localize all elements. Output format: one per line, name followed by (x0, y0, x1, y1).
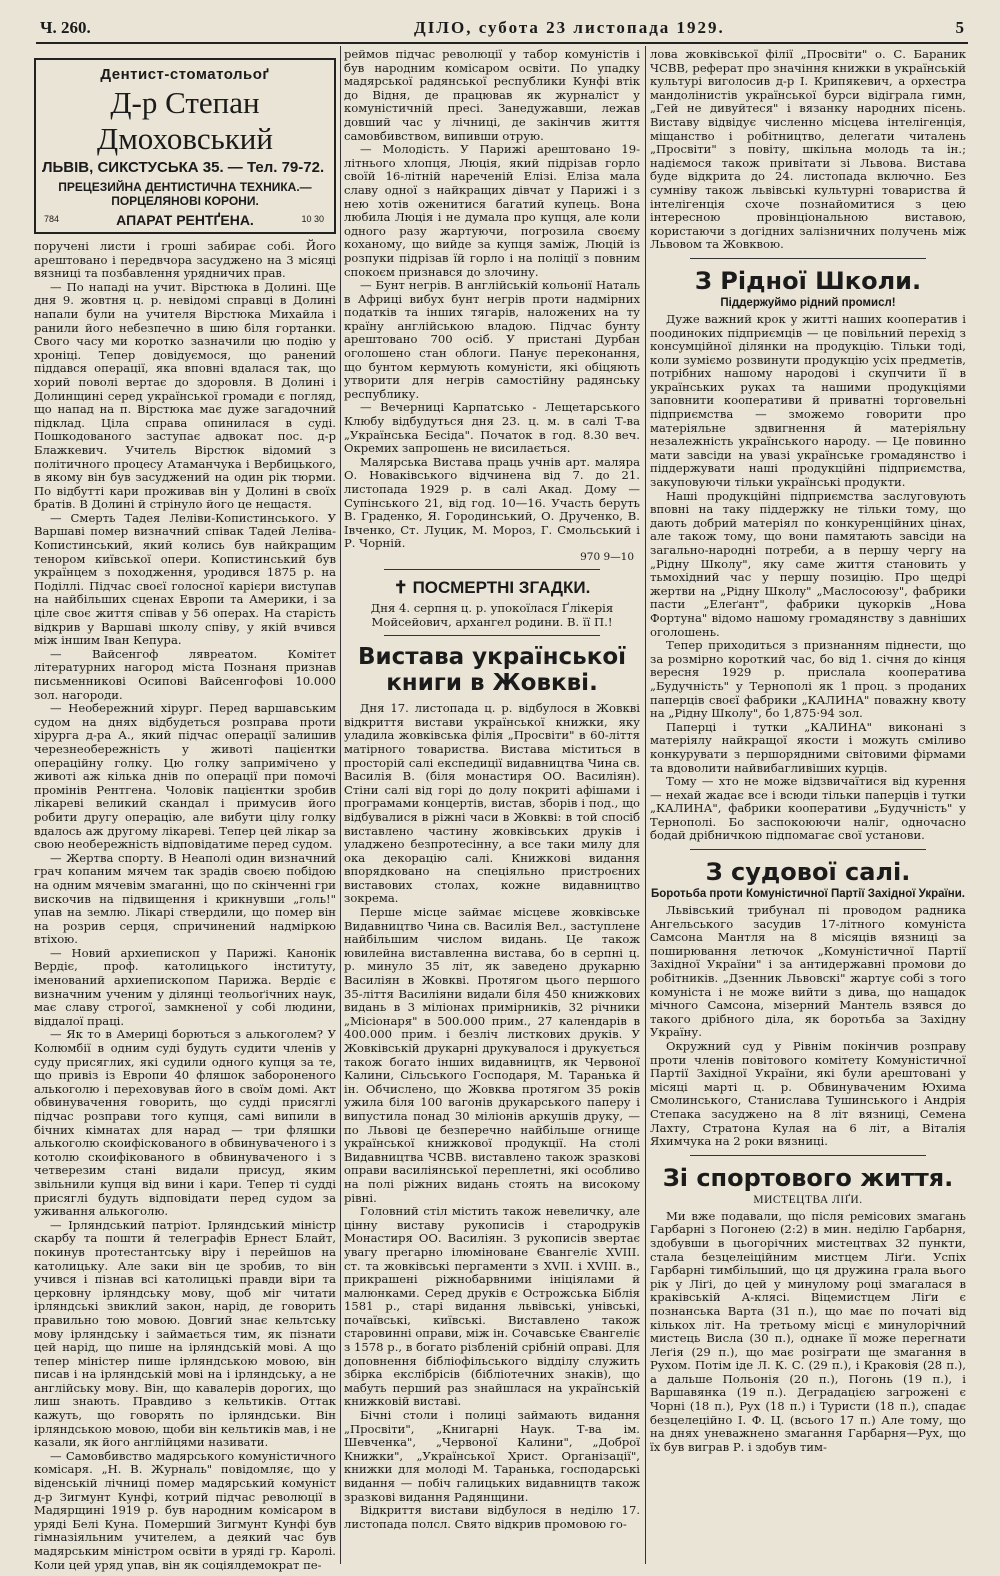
article-text: — Ірляндський патріот. Ірляндський міністр скарбу та пошти й телеграфів Ернест Блайт, покинув протестантську віру і перейшов на католицьку. Але заки він це зробив, то він учився і пізнав всі католицькі правди віри та церковну ірляндську мову, щоб міг читати ірляндські звиклий закон, нарід, де говорить правильно тою мовою. Довгий знає кельтську мову ірляндську і займається тим, як пізнати цей нарід, що пише на ірляндській мові. А що тепер міністер пише ірляндською мовою, він писав і на ірляндській мові на і ірляндську, а не англійську мову. Він, що кавалерів дорогих, що лиш знають. Правдиво з кельтиків. Оттак кажуть, що говорять по ірляндськи. Він ірляндською мовою, щоби він кельтиків мав, і не казали, як його англійцями називати. (34, 1217, 336, 1450)
article-text: Тому — хто не може відзвичаїтися від курення — нехай жадає все і всюди тільки паперців і тутки „КАЛИНА", фабрики кооперативи „Будучність" у Тернополі. Бо заспокоюючи наліг, одночасно бодай дрібничкою підпомагає свої установи. (650, 774, 966, 843)
ad-name: Д-р Степан Дмоховський (97, 85, 273, 156)
column-1 (34, 48, 336, 1572)
article-text: Окружний суд у Рівнім покінчив розправу проти членів повітового комітету Комуністичної Партії Західної України, які були арештовані у місяці марті ц. р. Обвинуваченим Юхима Смолинського, Станислава Тушинського і Андрія Степака засуджено на 8 літ вязниці, Семена Лахту, Стратона Кулая на 6 літ, а Віталія Яхимчука на 2 роки вязниці. (650, 1039, 966, 1149)
column-divider (340, 46, 341, 1564)
sports-heading: Зі спортового життя. (662, 1163, 954, 1192)
dentist-advertisement (34, 58, 336, 234)
masthead-date: ДІЛО, субота 23 листопада 1929. (414, 18, 725, 37)
sports-subheading: МИСТЕЦТВА ЛІҐИ. (753, 1193, 863, 1206)
ad-services: ПРЕЦЕЗИЙНА ДЕНТИСТИЧНА ТЕХНИКА.—ПОРЦЕЛЯНОВІ КОРОНИ. (58, 180, 312, 208)
article-text: Головний стіл містить також невеличку, але цінну виставу рукописів і стародруків Монастиря ОО. Василіян. З рукописів звертає увагу прегарно ілюміноване Євангеліє XVIII. ст. та жовківські пергаменти з XVII. і XVIII. в., прикрашені ріжнобарвними ініціялами й малюнками. Серед друків є Острожська Біблія 1581 р., старі видання львівські, унівські, почаївські, київські. Виставлено також старовинні оправи, між ін. Сочавське Євангеліє з 1578 р., в богато різбленій срібній оправі. Для доповнення бібліофільського відділу служить збірка екслібрісів (бібліотечних знаків), що мабуть перший раз знайшлася на українській книжковій виставі. (344, 1204, 640, 1409)
article-text: Перше місце займає місцеве жовківське Видавництво Чина св. Василія Вел., заступлене найбільшим числом видань. Це також ювилейна виставленна вистава, бо в серпні ц. р. минуло 35 літ, як заведено друкарню Василіян в Жовкві. Протягом цього першого 35-ліття Василіяни видали біля 450 книжкових видань в 3 міліонах примірників, 32 річники „Місіонаря" в 500.000 прим., 27 календарів в 400.000 прим. і безліч листкових друків. У Жовківській друкарні друкувалося і друкується також богато інших видавництв, як Червоної Калини, Сільського Господаря, М. Таранька й ін. Обчислено, що Жовква протягом 35 років ужила біля 100 вагонів друкарського паперу і випустила понад 30 міліонів аркушів друку, — по Львові це безперечно найбільше огнище української книжкової продукції. На столі Видавництва ЧСВВ. виставлено також зразкові оправи василіянської переплетні, які особливо на полі ріжних видань стоять на високому рівні. (344, 905, 640, 1205)
article-text: — Як то в Америці борються з алькоголем? У Колюмбії в одним суді будуть судити членів у суду присяглих, які судили одного купця за те, що привіз із Европи 40 фляшок забороненого алькоголю і переховував його в своїм домі. Акт обвинувачення говорить, що судді присяглі підчас розправи того купця, самі випили в бічних кімнатах для нарад — три фляшки алькоголю скоифіскованого в обвинуваченого і з котолю скоифікованого в обвинуваченого і з четверезим стані видали присуд, яким звільнили купця від вини і кари. Тепер ті судді присяглі будуть відповідати перед судом за уживання алькоголю. (34, 1027, 336, 1219)
article-text: — Вечерниці Карпатсько - Лещетарського Клюбу відбудуться дня 23. ц. м. в салі Т-ва „Українська Бесіда". Початок в год. 8.30 веч. Окремих запрошень не висилається. (344, 400, 640, 456)
article-text: Наші продукційні підприємства заслуговують вповні на таку піддержку не тільки тому, що дають добрий матеріял по конкуренційних цінах, але також тому, що вони памятають завсіди на загально-народні потреби, а в першу чергу на „Рідну Школу", яку саме життя становить у тьмохідний час у першу позицію. Про щедрі жертви на „Рідну Школу" „Маслосоюзу", фабрики пасти „Елеґант", фабрики цукорків „Нова Фортуна" відомо нашому громадянству з давніших оголошень. (650, 488, 966, 639)
article-text: — Смерть Тадея Леліви-Копистинського. У Варшаві помер визначний співак Тадей Леліва-Копистинський, який колись був найкращим тенором київської опери. Копистинський був українцем з походження, уродився 1875 р. на Поділлі. Підчас своєї голосної карієри виступав на найбільших сценах Европи та Америки, і за ціле своє життя співав у 56 операх. На старість відкрив у Варшаві школу співу, у якій вчився між іншим Іван Кепура. (34, 510, 336, 648)
article-text: Малярська Вистава праць учнів арт. маляра О. Новаківського відчинена від 7. до 21. листопада 1929 р. в салі Акад. Дому — Супінського 21, від год. 10—16. Участь беруть В. Граденко, Я. Городинський, О. Друченко, В. Івченко, Ст. Луцик, М. Мороз, Г. Смольський і Р. Чорній. (344, 454, 640, 551)
ad-number-right: 10 30 (301, 214, 324, 224)
running-header (36, 8, 968, 44)
article-text: Львівський трибунал пі проводом радника Ангельського засудив 17-літного комуніста Самсона Мантля на 8 місяців вязниці за поширювання летючок „Комуністичної Партії Західної України" і за антидержавні промови до робітників. „Дзенник Львовскі" жартує собі з того комуніста і не може вийти з дива, що нащадок мічного Самсона, мізерний Мантель взявся до такого дрібного діла, як боротьба за Західну Україну. (650, 903, 966, 1040)
article-text: лова жовківської філії „Просвіти" о. С. Бараник ЧСВВ, реферат про значіння книжки в українській культурі виголосив д-р І. Крипякевич, а орхестра мандолінистів української бурси відіграла гимн, „Гей не дивуйтеся" і вязанку народних пісень. Виставу відвідує численно місцева інтелігенція, міщанство і робітництво, делегати читалень „Просвіти" з повіту, шкільна молодь та ін.; надіємося також привітати зі Львова. Вистава буде відкрита до 24. листопада включно. Без сумніву також львівські культурні товариства й інтелігенція схоче познайомитися з цею інтересною провінціональною виставою, користаючи з догідних залізничних получень між Львовом та Жовквою. (650, 47, 966, 252)
article-text: поручені листи і гроші забирає собі. Його арештовано і передвчора засуджено на 3 місяці вязниці та позбавлення урядничих прав. (34, 239, 336, 281)
article-text: Тепер приходиться з признанням піднести, що за розмірно короткий час, бо від 1. січня до кінця вересня 1929 р. прислала кооператива „Будучність" у Тернополі як 1 проц. з проданих паперців своєї фабрики „КАЛИНА" поважну квоту на „Рідну Школу", бо 1,875·94 зол. (650, 638, 966, 721)
article-text: — По нападі на учит. Вірстюка в Долині. Ще дня 9. жовтня ц. р. невідомі справці в Долині напали були на учителя Вірстюка Михайла і ранили його небезпечно в шию біля гортанки. Свого часу ми коротко зазначили цю подію у хроніці. Тепер довідуємося, що ранений піддався операції, яка вповні вдалася так, що хорий поволі вертає до здоровля. В Долині і Долинщині серед української громади є погляд, що напад на п. Вірстюка має дуже загадочний підклад. Ціла справа опинилася в суді. Пошкодованого заступає адвокат пос. д-р Блажкевич. Учитель Вірстюк відомий з політичного процесу Атаманчука і Вербицького, в якому він був засуджений на один рік тюрми. По відбутті кари проживав він у Долині в своїх братів. В Долині й стрінуло його це нещастя. (34, 279, 336, 512)
divider (690, 258, 926, 259)
book-exhibition-heading: Вистава української книги в Жовкві. (357, 644, 627, 697)
ad-code: 970 9—10 (580, 550, 634, 563)
ad-number-left: 784 (44, 214, 60, 224)
ridna-shkola-heading: З Рідної Школи. (694, 266, 922, 295)
article-text: Бічні столи і полиці займають видання „Просвіти", „Книгарні Наук. Т-ва ім. Шевченка", „Червоної Калини", „Доброї Книжки", „Української Христ. Організації", книжки для молоді М. Таранька, господарські видання — побіч галицьких видавництв також зразкові видання Радянщини. (344, 1408, 640, 1504)
article-text: — Вайсенгоф лявреатом. Комітет літературних нагород міста Познаня признав письменникові Осипові Вайсенгофові 10.000 зол. нагороди. (34, 646, 336, 702)
article-text: Відкриття вистави відбулося в неділю 17. листопада полсл. Свято відкрив промовою го- (344, 1503, 640, 1531)
divider (384, 569, 600, 570)
divider (384, 635, 600, 636)
article-text: Паперці і тутки „КАЛИНА" виконані з матеріялу найкращої якости і можуть сміливо конкурувати з першорядними світовими фірмами та вдоволити найвибагливіших курців. (650, 719, 966, 775)
divider (690, 1155, 926, 1156)
court-heading: З судової салі. (705, 858, 911, 887)
ad-xray-label: АПАРАТ РЕНТҐЕНА. (116, 212, 254, 228)
article-text: Ми вже подавали, що після ремісових змагань Гарбарні з Погонею (2:2) в мин. неділю Гарбарня, здобувши в цьогорічних мистецтвах 32 пункти, стала безцелеіційним мистцем Ліґи. Успіх Гарбарні тимбільший, що ця дружина грала вього рік у Ліґі, до цей у минулому році змагалася в краківській А-клясі. Віцемистцем Ліґи є познанська Варта (31 п.), що має по початі від кількох літ. На третьому місці є минулорічний мистець Висла (30 п.), однаке її може перегнати Леґія (29 п.), що має розіграти ще змагання в Рухом. Потім іде Л. К. С. (29 п.), і Краковія (28 п.), а дальше Польонія (20 п.), Погонь (19 п.), і Варшавянка (19 п.). Деградацією загрожені є Чорні (18 п.), Рух (18 п.) і Туристи (18 п.), спадає безцелеційно І. Ф. Ц. (всього 17 п.) Але тому, що на днях уневажнено змагання Гарбарня—Рух, що їх був виграв Р. і здобув тим- (650, 1208, 966, 1454)
column-3 (650, 48, 966, 1564)
article-text: Дня 17. листопада ц. р. відбулося в Жовкві відкриття вистави української книжки, яку уладила жовківська філія „Просвіти" в 60-ліття матірного товариства. Вистава міститься в просторій салі експедиції видавництва Чина св. Василія В. (біля монастиря ОО. Василіян). Стіни салі від горі до долу покриті афішами і програмами концертів, вистав, зборів і под., що відбувалися в ріжні часи в Жовкві: в той спосіб виставлено частину жовківських друків і уладжено безпротесінну, а все таки милу для ока декорацію салі. Книжкові видання впорядковано на спеціяльно пристроєних виставових столах, кожне видавництво зокрема. (344, 701, 640, 906)
ad-profession: Дентист-стоматольоґ (100, 66, 270, 83)
column-divider (645, 46, 646, 1564)
court-subheading: Боротьба проти Комуністичної Партії Західної України. (650, 888, 966, 901)
article-text: — Молодість. У Парижі арештовано 19-літнього хлопця, Люція, який підрізав горло своїй 16-літній нареченій Елізі. Еліза мала славу одної з найкращих дівчат у Парижі і з нею хотів оженитися багатий купець. Вона любила Люція і не думала про купця, але коли одного разу жартуючи, погрозила своєму коханому, що вийде за купця заміж, Люцій із розпуки підрізав їй горло і на поліції з повним спокоєм признався до злочину. (344, 142, 640, 279)
divider (690, 849, 926, 850)
page-number: 5 (955, 18, 964, 37)
column-2 (344, 48, 640, 1564)
article-text: реймов підчас революції у табор комуністів і був народним комісаром освіти. По упадку мадярської радянської республики Кунфі втік до Відня, де працював як журналіст у комуністичній пресі. Занедужавши, лежав довший час у лічниці, де закінчив життя самовбивством, випивши отрую. (344, 47, 640, 143)
ad-address: ЛЬВІВ, СИКСТУСЬКА 35. — Тел. 79-72. (42, 159, 325, 176)
article-text: — Бунт негрів. В англійській кольонії Наталь в Африці вибух бунт негрів проти надмірних податків та інших тягарів, наложених на ту країну англійською владою. Підчас бунту арештовано 700 осіб. У пристані Дурбан оголошено стан облоги. Панує переконання, що бунтом кермують комуністи, які обіцяють утворити для негрів самостійну радянську республику. (344, 278, 640, 401)
article-text: — Новий архиепископ у Парижі. Канонік Вердіє, проф. католицького інституту, іменований архиепископом Парижа. Вердіє є визначним ученим у ділянці теольоґічних наук, має славу строгої, замкненої у собі людини, віддалої праці. (34, 945, 336, 1028)
obituaries-heading: ✝ ПОСМЕРТНІ ЗГАДКИ. (393, 577, 591, 597)
ridna-shkola-subheading: Піддержуймо рідний промисл! (720, 296, 896, 309)
article-text: Дуже важний крок у житті наших кооператив і поодиноких підприємців — це повільний перехід з консумційної ділянки на продукцію. Тільки тоді, коли зуміємо розвинути продукцію усіх предметів, потрібних нашому народові і скупчити її в українських руках та нашими продукціями заповнити кооперативи й приватні торговельні підприємства — зможемо говорити про матеріяльне здвигнення й матеріяльну незалежність українського народу. — Це повинно мати завсіди на увазі українське громадянство і піддержувати наші продукційні підприємства, закуповуючи тільки українські продукти. (650, 311, 966, 490)
article-text: — Жертва спорту. В Неаполі один визначний грач копаним мячем так зрадів своєю побідою на одним мячевім змаганні, що по скінченні гри вискочив на підвищення і крикнувши „голь!" упав на землю. Лікарі ствердили, що помер він на розрив серця, спричинений надміркою втіхою. (34, 850, 336, 947)
issue-number: Ч. 260. (40, 18, 91, 37)
obituary-text: Дня 4. серпня ц. р. упокоїлася Ґлікерія Мойсейович, архангел родини. В. її П.! (370, 600, 614, 629)
ad-xray (42, 212, 328, 228)
article-text: — Самовбивство мадярського комуністичного комісаря. „Н. В. Журналь" повідомляє, що у віденській лічниці помер мадярський комуніст д-р Зигмунт Кунфі, котрий підчас революції в Мадярщині 1919 р. був народним комісаром в уряді Белі Куна. Померший Зигмунт Кунфі був гімназіяльним учителем, а деякий час був мадярським міністром освіти в уряді гр. Каролі. Коли цей уряд упав, він як соціялдемократ пе- (34, 1448, 336, 1572)
article-text: — Необережний хірург. Перед варшавським судом на днях відбудеться розправа проти хірурга д-ра А., який підчас операції залишив черезнеобережність у животі пацієнтки операційну голку. Цю голку запримічено у животі аж кілька днів по операції при помочі промінів Рентгена. Чоловік пацієнтки зробив лікареві великий скандал і примусив його робити другу операцію, але вибути цілу голку вдалось аж другому лікареві. Тепер цей лікар за свою необережність відповідатиме перед судом. (34, 701, 336, 852)
